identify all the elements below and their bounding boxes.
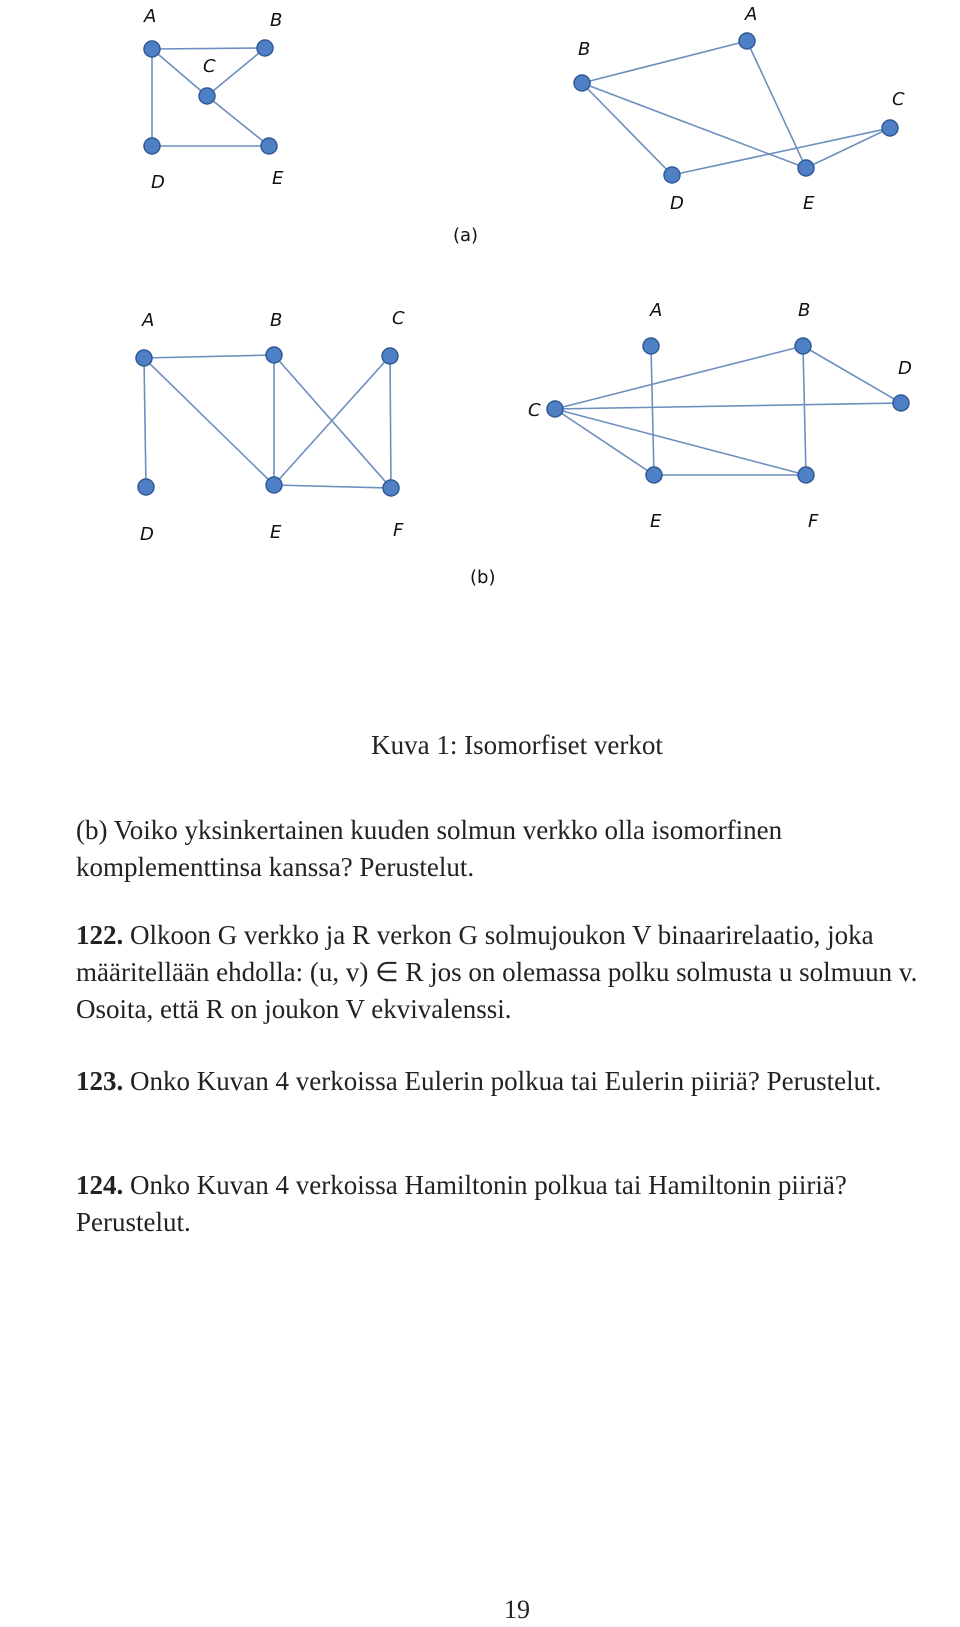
- node-b-right-D: [893, 395, 909, 411]
- edge-a-left-BC: [207, 48, 265, 96]
- label-a-left-C: C: [203, 56, 216, 77]
- node-a-right-B: [574, 75, 590, 91]
- exercise-124: [76, 1167, 936, 1241]
- figure-caption: Kuva 1: Isomorfiset verkot: [371, 730, 663, 760]
- node-b-right-E: [646, 467, 662, 483]
- exercise-124-number: 124.: [76, 1170, 124, 1200]
- edge-a-left-AB: [152, 48, 265, 49]
- label-b-left-D: D: [140, 524, 154, 545]
- label-b-left-E: E: [270, 522, 282, 543]
- node-a-left-E: [261, 138, 277, 154]
- label-a-right-C: C: [892, 89, 905, 110]
- label-a-right-A: A: [745, 4, 758, 25]
- item-b-label: (b): [76, 815, 108, 845]
- edge-b-left-AB: [144, 355, 274, 358]
- node-a-right-A: [739, 33, 755, 49]
- graph-b-left: [136, 308, 405, 545]
- label-b-right-E: E: [650, 511, 662, 532]
- edge-b-left-EF: [274, 485, 391, 488]
- edge-b-right-CD: [555, 403, 901, 409]
- edge-b-right-CE: [555, 409, 654, 475]
- node-a-right-E: [798, 160, 814, 176]
- item-b-text: Voiko yksinkertainen kuuden solmun verkko olla isomorfinen komplementtinsa kanssa? Perustelut.: [76, 815, 783, 882]
- label-a-right-B: B: [578, 39, 591, 60]
- node-b-left-D: [138, 479, 154, 495]
- edge-b-right-CB: [555, 346, 803, 409]
- figure-sublabel-a: (a): [453, 225, 479, 246]
- node-b-right-A: [643, 338, 659, 354]
- label-b-left-F: F: [393, 520, 404, 541]
- label-a-left-B: B: [270, 10, 283, 31]
- label-a-right-E: E: [803, 193, 815, 214]
- node-a-left-B: [257, 40, 273, 56]
- label-b-right-B: B: [798, 300, 811, 321]
- edge-b-right-AE: [651, 346, 654, 475]
- label-b-left-C: C: [392, 308, 405, 329]
- edge-b-left-CF: [390, 356, 391, 488]
- node-b-left-B: [266, 347, 282, 363]
- graph-b-right: [528, 300, 912, 532]
- label-b-left-A: A: [142, 310, 155, 331]
- node-a-left-A: [144, 41, 160, 57]
- edge-a-right-EC: [806, 128, 890, 168]
- node-b-right-F: [798, 467, 814, 483]
- label-a-left-D: D: [151, 172, 165, 193]
- node-a-right-C: [882, 120, 898, 136]
- exercise-122: [76, 917, 936, 1028]
- label-b-left-B: B: [270, 310, 283, 331]
- label-b-right-D: D: [898, 358, 912, 379]
- node-b-left-F: [383, 480, 399, 496]
- label-b-right-A: A: [650, 300, 663, 321]
- node-a-left-D: [144, 138, 160, 154]
- item-b: [76, 812, 936, 886]
- edge-a-right-DC: [672, 128, 890, 175]
- edge-b-left-AE: [144, 358, 274, 485]
- node-b-right-C: [547, 401, 563, 417]
- exercise-123-number: 123.: [76, 1066, 124, 1096]
- exercise-123: [76, 1063, 936, 1100]
- edge-b-right-CF: [555, 409, 806, 475]
- label-a-left-A: A: [144, 6, 157, 27]
- label-a-right-D: D: [670, 193, 684, 214]
- node-b-right-B: [795, 338, 811, 354]
- isomorphic-graphs-figure: [0, 0, 960, 700]
- edge-b-right-BD: [803, 346, 901, 403]
- node-b-left-C: [382, 348, 398, 364]
- edge-b-right-BF: [803, 346, 806, 475]
- edge-a-left-CE: [207, 96, 269, 146]
- exercise-122-number: 122.: [76, 920, 124, 950]
- node-b-left-A: [136, 350, 152, 366]
- label-b-right-F: F: [808, 511, 819, 532]
- exercise-124-text: Onko Kuvan 4 verkoissa Hamiltonin polkua tai Hamiltonin piiriä? Perustelut.: [76, 1170, 847, 1237]
- figure-sublabel-b: (b): [470, 567, 496, 588]
- node-a-left-C: [199, 88, 215, 104]
- page-number: 19: [504, 1595, 530, 1624]
- node-b-left-E: [266, 477, 282, 493]
- graph-a-right: [574, 4, 905, 214]
- exercise-122-text: Olkoon G verkko ja R verkon G solmujoukon V binaarirelaatio, joka määritellään ehdolla: (u, v) ∈ R jos on olemassa polku solmusta u solmuun v. Osoita, että R on joukon V ekvivalenssi.: [76, 920, 918, 1024]
- label-b-right-C: C: [528, 400, 541, 421]
- edge-a-right-BD: [582, 83, 672, 175]
- label-a-left-E: E: [272, 168, 284, 189]
- edge-a-left-AC: [152, 49, 207, 96]
- node-a-right-D: [664, 167, 680, 183]
- graph-a-left: [143, 6, 284, 193]
- edge-b-left-AD: [144, 358, 146, 487]
- exercise-123-text: Onko Kuvan 4 verkoissa Eulerin polkua tai Eulerin piiriä? Perustelut.: [130, 1066, 882, 1096]
- edge-a-right-BA: [582, 41, 747, 83]
